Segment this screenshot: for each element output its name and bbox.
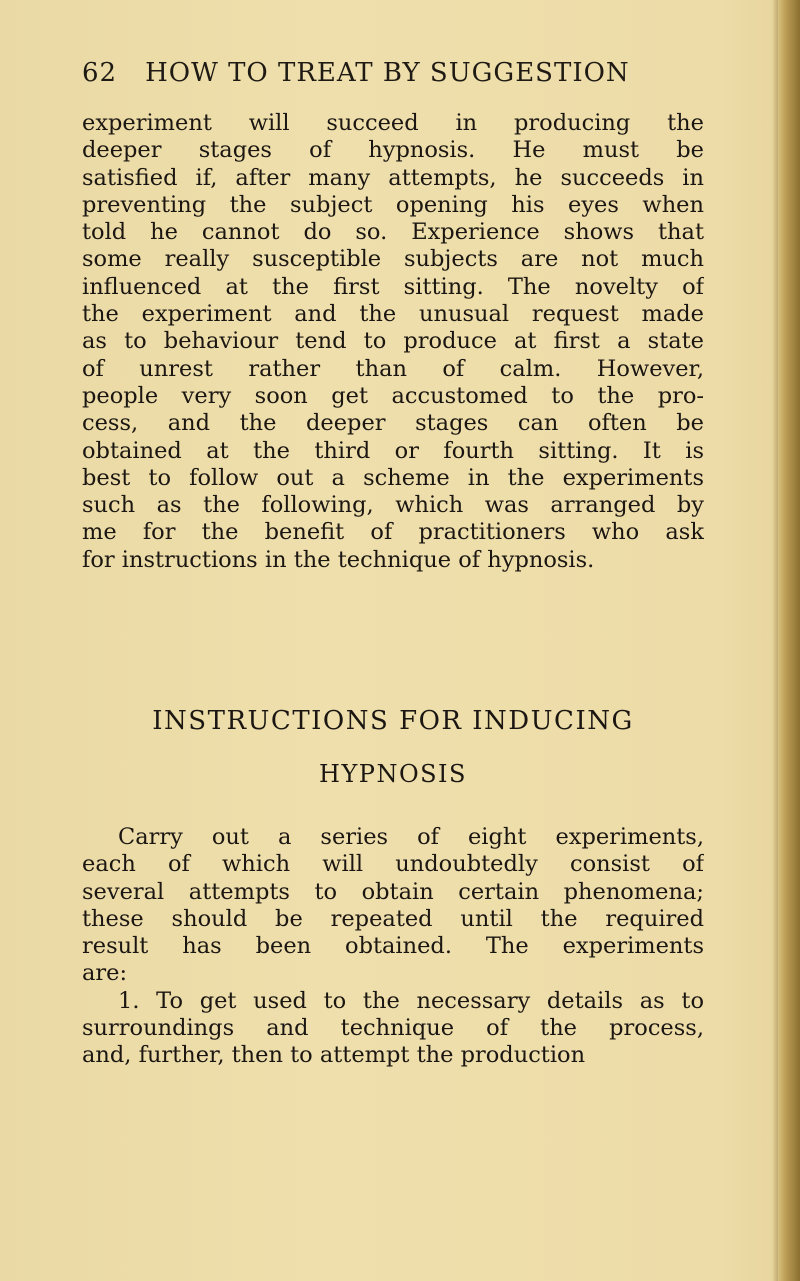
text-line: obtained at the third or fourth sitting. It is bbox=[82, 437, 704, 464]
section-heading: INSTRUCTIONS FOR INDUCING bbox=[152, 706, 634, 736]
text-line: Carry out a series of eight experiments, bbox=[118, 824, 704, 850]
running-title: HOW TO TREAT BY SUGGESTION bbox=[145, 58, 630, 88]
text-line: each of which will undoubtedly consist of bbox=[82, 851, 704, 878]
text-line: me for the benefit of practitioners who ask bbox=[82, 519, 704, 546]
text-line: the experiment and the unusual request made bbox=[82, 301, 704, 328]
text-line: are: bbox=[82, 960, 128, 987]
section-heading-continued: HYPNOSIS bbox=[319, 760, 467, 788]
text-line: and, further, then to attempt the production bbox=[82, 1042, 586, 1069]
text-line: preventing the subject opening his eyes when bbox=[82, 191, 704, 218]
text-line: some really susceptible subjects are not much bbox=[82, 246, 704, 273]
paragraph-1 bbox=[82, 110, 704, 574]
text-line: result has been obtained. The experiments bbox=[82, 933, 704, 960]
text-line: influenced at the first sitting. The novelty of bbox=[82, 273, 704, 300]
running-header bbox=[82, 58, 682, 98]
text-line: experiment will succeed in producing the bbox=[82, 110, 704, 136]
text-line: these should be repeated until the required bbox=[82, 905, 704, 932]
text-line: deeper stages of hypnosis. He must be bbox=[82, 137, 704, 164]
text-line: such as the following, which was arranged by bbox=[82, 492, 704, 519]
text-line: told he cannot do so. Experience shows that bbox=[82, 219, 704, 246]
text-line: people very soon get accustomed to the pro- bbox=[82, 382, 704, 409]
text-line: for instructions in the technique of hypnosis. bbox=[82, 546, 595, 573]
paragraph-2 bbox=[82, 824, 704, 1070]
text-line: best to follow out a scheme in the experiments bbox=[82, 464, 704, 491]
list-item-1: 1. To get used to the necessary details as to bbox=[118, 987, 704, 1014]
page-number: 62 bbox=[82, 58, 118, 88]
text-line: cess, and the deeper stages can often be bbox=[82, 410, 704, 437]
text-line: satisfied if, after many attempts, he succeeds in bbox=[82, 164, 704, 191]
text-line: of unrest rather than of calm. However, bbox=[82, 355, 704, 382]
page-edge bbox=[778, 0, 800, 1281]
text-line: as to behaviour tend to produce at first a state bbox=[82, 328, 704, 355]
text-line: several attempts to obtain certain phenomena; bbox=[82, 878, 704, 905]
text-line: surroundings and technique of the process, bbox=[82, 1015, 704, 1042]
